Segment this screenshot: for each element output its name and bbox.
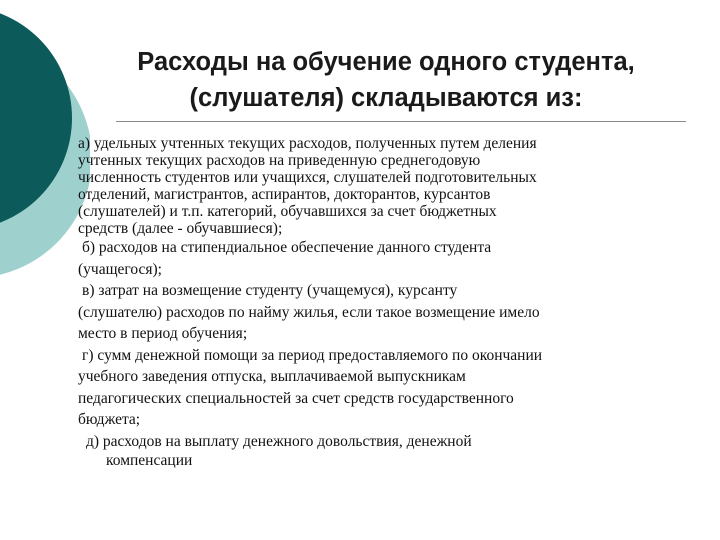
item-b — [78, 237, 658, 280]
item-a-line-2: учтенных текущих расходов на приведенную среднегодовую — [78, 152, 481, 169]
item-d — [78, 345, 658, 431]
slide-title-line-2: (слушателя) складываются из: — [189, 84, 583, 112]
item-a-line-3: численность студентов или учащихся, слушателей подготовительных — [78, 169, 537, 186]
item-d-line-2: учебного заведения отпуска, выплачиваемой выпускникам — [78, 368, 466, 385]
item-b-line-1: б) расходов на стипендиальное обеспечение данного студента — [82, 239, 492, 256]
item-c-line-2: (слушателю) расходов по найму жилья, если такое возмещение имело — [78, 303, 540, 321]
item-a-line-1: а) удельных учтенных текущих расходов, полученных путем деления — [78, 135, 537, 152]
item-a — [78, 135, 658, 237]
item-e-line-1: д) расходов на выплату денежного довольствия, денежной — [86, 432, 472, 450]
slide-title-line-1: Расходы на обучение одного студента, — [137, 48, 635, 76]
slide-body — [78, 135, 658, 469]
item-c-line-1: в) затрат на возмещение студенту (учащемуся), курсанту — [82, 282, 458, 299]
item-a-line-4: отделений, магистрантов, аспирантов, докторантов, курсантов — [78, 186, 491, 203]
title-divider — [116, 121, 686, 122]
item-e — [78, 431, 658, 470]
item-a-line-6: средств (далее - обучавшиеся); — [78, 220, 283, 237]
item-d-line-4: бюджета; — [78, 411, 141, 428]
item-a-line-5: (слушателей) и т.п. категорий, обучавшихся за счет бюджетных — [78, 203, 497, 220]
decorative-circles — [0, 0, 90, 300]
item-b-line-2: (учащегося); — [78, 260, 162, 278]
item-d-line-3: педагогических специальностей за счет средств государственного — [78, 389, 514, 407]
item-d-line-1: г) сумм денежной помощи за период предоставляемого по окончании — [82, 346, 543, 364]
item-c — [78, 280, 658, 345]
slide-title — [86, 44, 686, 116]
item-e-line-2: компенсации — [106, 452, 193, 469]
item-c-line-3: место в период обучения; — [78, 325, 248, 342]
